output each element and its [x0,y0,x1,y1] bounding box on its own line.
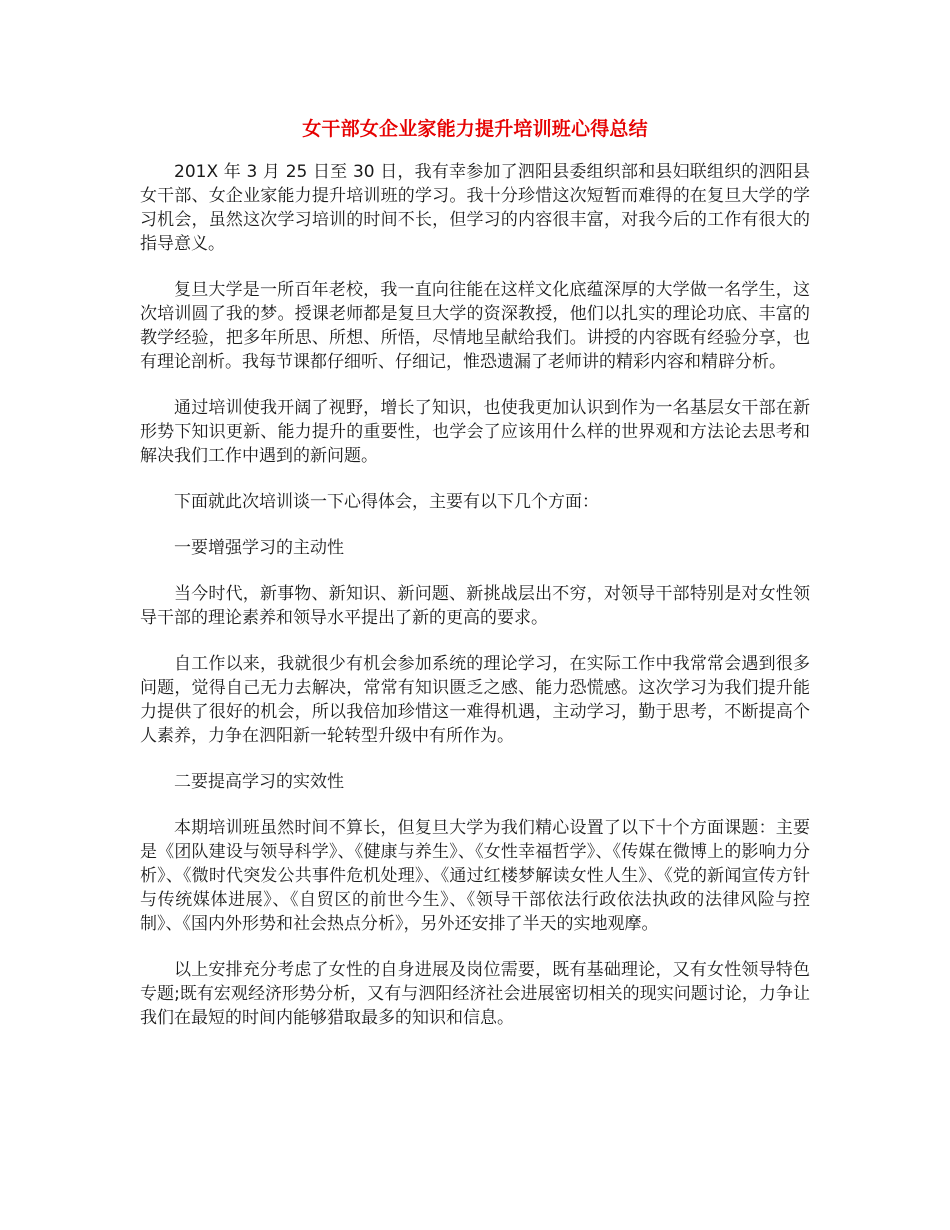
paragraph-work-experience: 自工作以来，我就很少有机会参加系统的理论学习，在实际工作中我常常会遇到很多问题，觉得自己无力去解决，常常有知识匮乏之感、能力恐慌感。这次学习为我们提升能力提供了很好的机会，所以我倍加珍惜这一难得机遇，主动学习，勤于思考，不断提高个人素养，力争在泗阳新一轮转型升级中有所作为。 [140,654,810,746]
document-title: 女干部女企业家能力提升培训班心得总结 [302,118,648,140]
paragraph-overview: 下面就此次培训谈一下心得体会，主要有以下几个方面： [174,492,599,512]
paragraph-fudan: 复旦大学是一所百年老校，我一直向往能在这样文化底蕴深厚的大学做一名学生，这次培训圆了我的梦。授课老师都是复旦大学的资深教授，他们以扎实的理论功底、丰富的教学经验，把多年所思、所想、所悟，尽情地呈献给我们。讲授的内容既有经验分享，也有理论剖析。我每节课都仔细听、仔细记，惟恐遗漏了老师讲的精彩内容和精辟分析。 [140,280,810,372]
paragraph-intro: 201X 年 3 月 25 日至 30 日，我有幸参加了泗阳县委组织部和县妇联组织的泗阳县女干部、女企业家能力提升培训班的学习。我十分珍惜这次短暂而难得的在复旦大学的学习机会，虽然这次学习培训的时间不长，但学习的内容很丰富，对我今后的工作有很大的指导意义。 [140,162,810,254]
section-heading-effectiveness: 二要提高学习的实效性 [174,772,344,792]
paragraph-training-benefit: 通过培训使我开阔了视野，增长了知识，也使我更加认识到作为一名基层女干部在新形势下知识更新、能力提升的重要性，也学会了应该用什么样的世界观和方法论去思考和解决我们工作中遇到的新问题。 [140,398,810,466]
document-body [140,160,810,1052]
section-heading-initiative: 一要增强学习的主动性 [174,538,344,558]
paragraph-times: 当今时代，新事物、新知识、新问题、新挑战层出不穷，对领导干部特别是对女性领导干部的理论素养和领导水平提出了新的更高的要求。 [140,584,810,628]
paragraph-arrangement: 以上安排充分考虑了女性的自身进展及岗位需要，既有基础理论，又有女性领导特色专题;既有宏观经济形势分析，又有与泗阳经济社会进展密切相关的现实问题讨论，力争让我们在最短的时间内能够猎取最多的知识和信息。 [140,960,810,1028]
paragraph-courses: 本期培训班虽然时间不算长，但复旦大学为我们精心设置了以下十个方面课题：主要是《团队建设与领导科学》、《健康与养生》、《女性幸福哲学》、《传媒在微博上的影响力分析》、《微时代突发公共事件危机处理》、《通过红楼梦解读女性人生》、《党的新闻宣传方针与传统媒体进展》、《自贸区的前世今生》、《领导干部依法行政依法执政的法律风险与控制》、《国内外形势和社会热点分析》，另外还安排了半天的实地观摩。 [140,818,810,934]
